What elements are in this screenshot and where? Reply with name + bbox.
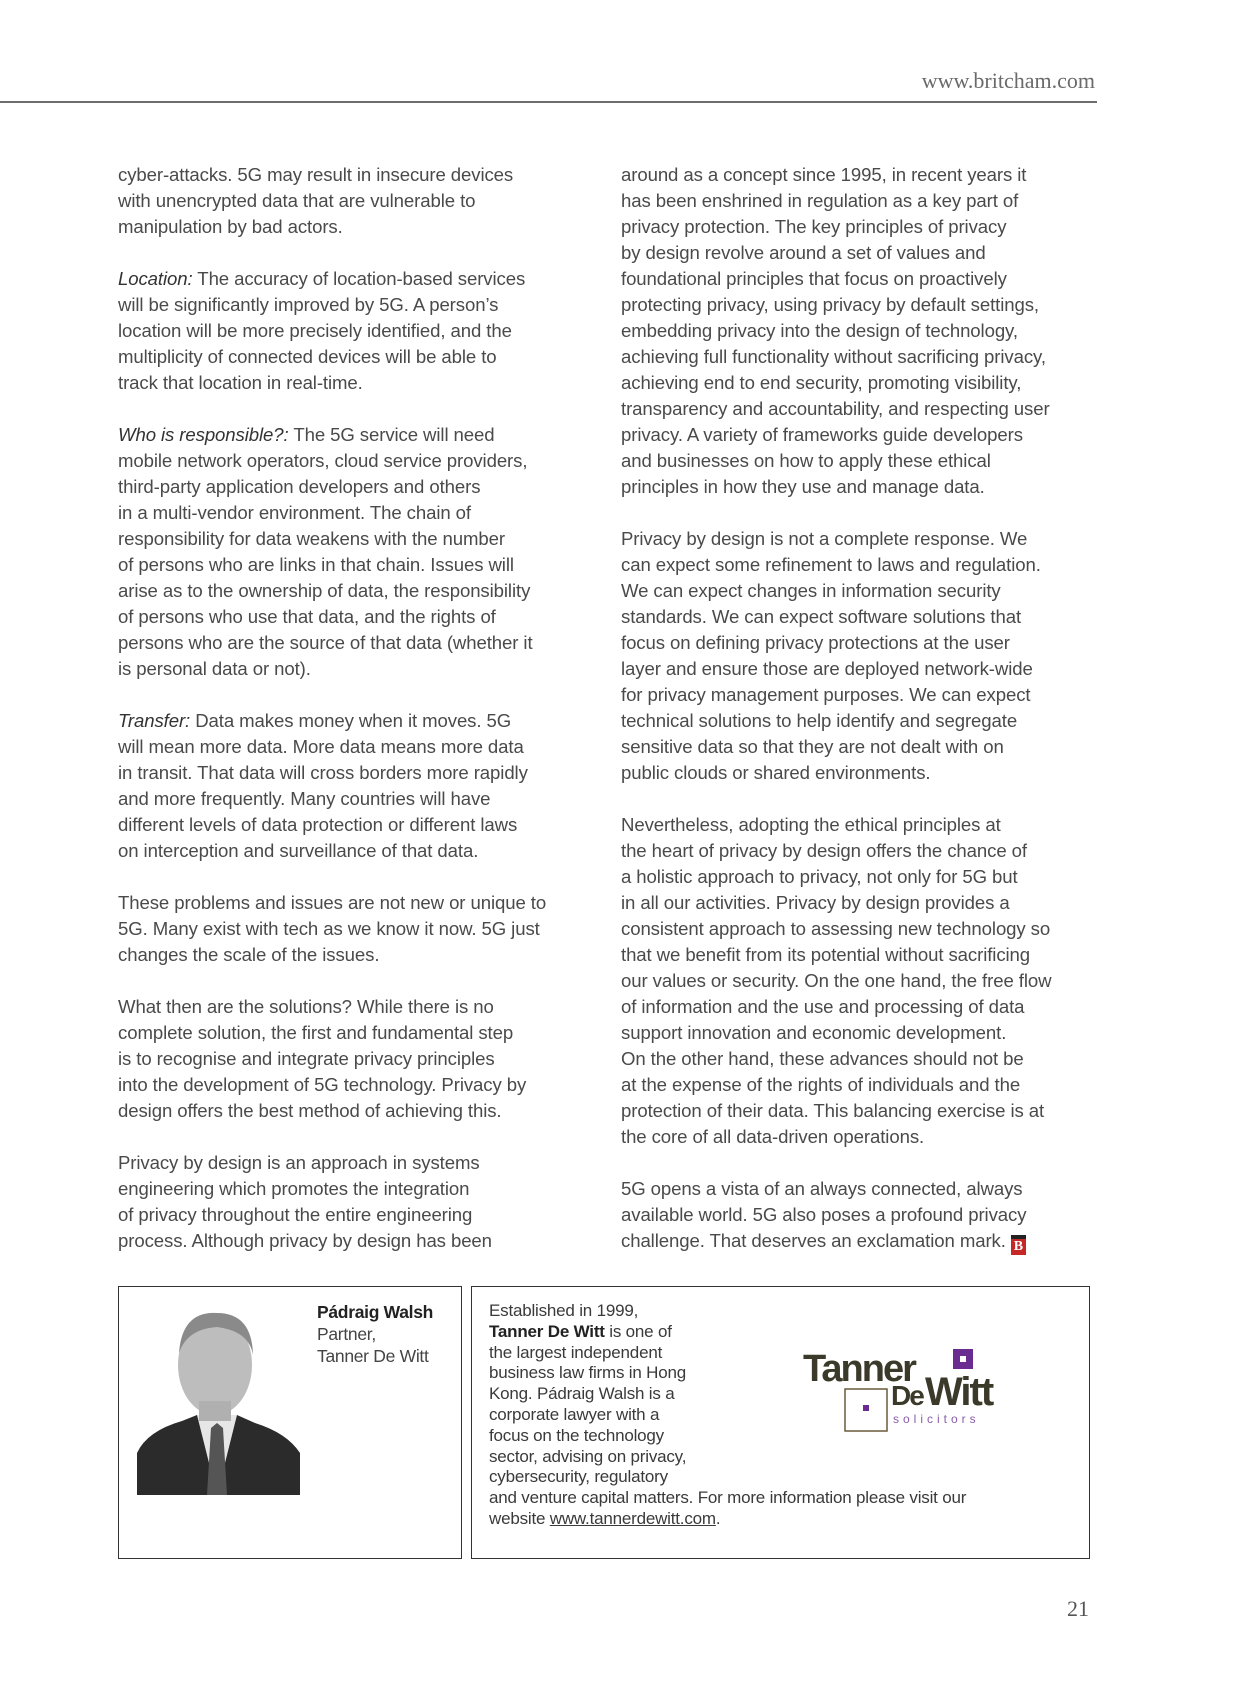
- text-line: [118, 786, 598, 812]
- paragraph-lead: Transfer:: [118, 710, 191, 731]
- paragraph: [621, 162, 1101, 500]
- text-line: [621, 266, 1101, 292]
- text-line: [118, 188, 598, 214]
- text-line: [118, 838, 598, 864]
- text-line: [118, 994, 598, 1020]
- text: has been enshrined in regulation as a key part of: [621, 190, 1019, 211]
- text: is personal data or not).: [118, 658, 311, 679]
- text-line: [118, 1020, 598, 1046]
- text: and more frequently. Many countries will have: [118, 788, 491, 809]
- text: will mean more data. More data means more data: [118, 736, 524, 757]
- bio-line: business law firms in Hong: [489, 1363, 686, 1383]
- text-line: [621, 1046, 1101, 1072]
- text: What then are the solutions? While there is no: [118, 996, 494, 1017]
- bio-line: Kong. Pádraig Walsh is a: [489, 1384, 675, 1404]
- text: responsibility for data weakens with the number: [118, 528, 506, 549]
- text-line: [118, 266, 598, 292]
- text: different levels of data protection or different laws: [118, 814, 518, 835]
- bio-line: the largest independent: [489, 1342, 663, 1362]
- text-line: [118, 734, 598, 760]
- text: will be significantly improved by 5G. A person’s: [118, 294, 499, 315]
- text: foundational principles that focus on proactively: [621, 268, 1007, 289]
- text-line: [118, 422, 598, 448]
- text-line: [621, 760, 1101, 786]
- author-company: Tanner De Witt: [317, 1346, 429, 1366]
- text: of privacy throughout the entire engineering: [118, 1204, 473, 1225]
- text-line: [621, 916, 1101, 942]
- text: that we benefit from its potential without sacrificing: [621, 944, 1031, 965]
- author-photo: [137, 1303, 300, 1495]
- text: arise as to the ownership of data, the responsibility: [118, 580, 531, 601]
- text-line: [118, 318, 598, 344]
- text-line: [621, 734, 1101, 760]
- text: in all our activities. Privacy by design provides a: [621, 892, 1010, 913]
- text: mobile network operators, cloud service providers,: [118, 450, 528, 471]
- text: in a multi-vendor environment. The chain of: [118, 502, 471, 523]
- text: consistent approach to assessing new technology so: [621, 918, 1051, 939]
- text-line: [118, 890, 598, 916]
- text: 5G. Many exist with tech as we know it now. 5G just: [118, 918, 540, 939]
- text: complete solution, the first and fundamental step: [118, 1022, 514, 1043]
- text-line: [118, 1202, 598, 1228]
- text-line: [621, 604, 1101, 630]
- text: of persons who are links in that chain. Issues will: [118, 554, 514, 575]
- text-line: [118, 1046, 598, 1072]
- bio-line: cybersecurity, regulatory: [489, 1467, 668, 1487]
- text-line: [621, 1202, 1101, 1228]
- paragraph-lead: Location:: [118, 268, 193, 289]
- text-line: [621, 188, 1101, 214]
- page-number: 21: [1067, 1596, 1089, 1621]
- paragraph: [118, 422, 598, 682]
- text: sensitive data so that they are not dealt with on: [621, 736, 1004, 757]
- text-line: [621, 240, 1101, 266]
- header-url: www.britcham.com: [921, 68, 1095, 93]
- bio-line: and venture capital matters. For more information please visit our: [489, 1488, 967, 1508]
- text-line: [621, 1176, 1101, 1202]
- text-line: [118, 812, 598, 838]
- text-line: [118, 344, 598, 370]
- left-column: [118, 162, 598, 1280]
- text-line: [621, 1098, 1101, 1124]
- text: is to recognise and integrate privacy principles: [118, 1048, 495, 1069]
- text: protection of their data. This balancing exercise is at: [621, 1100, 1045, 1121]
- text-line: [118, 162, 598, 188]
- text: process. Although privacy by design has been: [118, 1230, 492, 1251]
- text: The accuracy of location-based services: [192, 268, 526, 289]
- britcham-end-mark-icon: B: [1011, 1235, 1026, 1255]
- text: track that location in real-time.: [118, 372, 363, 393]
- text: cyber-attacks. 5G may result in insecure devices: [118, 164, 514, 185]
- text-line: [621, 812, 1101, 838]
- text-line: [118, 630, 598, 656]
- text-line: [621, 708, 1101, 734]
- text: design offers the best method of achieving this.: [118, 1100, 502, 1121]
- text: protecting privacy, using privacy by default settings,: [621, 294, 1039, 315]
- paragraph-lead: Who is responsible?:: [118, 424, 289, 445]
- text: transparency and accountability, and respecting user: [621, 398, 1050, 419]
- text: standards. We can expect software solutions that: [621, 606, 1022, 627]
- text-line: [621, 552, 1101, 578]
- text: in transit. That data will cross borders more rapidly: [118, 762, 528, 783]
- bio-line: Established in 1999,: [489, 1301, 639, 1320]
- text-line: [621, 682, 1101, 708]
- text-line: [118, 552, 598, 578]
- bio-line: corporate lawyer with a: [489, 1404, 660, 1424]
- text: engineering which promotes the integration: [118, 1178, 470, 1199]
- text: at the expense of the rights of individuals and the: [621, 1074, 1021, 1095]
- text: privacy protection. The key principles of privacy: [621, 216, 1007, 237]
- text: manipulation by bad actors.: [118, 216, 343, 237]
- text: On the other hand, these advances should not be: [621, 1048, 1024, 1069]
- text-line: [621, 448, 1101, 474]
- text: embedding privacy into the design of technology,: [621, 320, 1018, 341]
- paragraph: [621, 526, 1101, 786]
- text-line: [621, 396, 1101, 422]
- text-line: [621, 162, 1101, 188]
- paragraph: [118, 266, 598, 396]
- author-name: Pádraig Walsh: [317, 1302, 434, 1322]
- text-line: [621, 526, 1101, 552]
- text: of persons who use that data, and the rights of: [118, 606, 496, 627]
- website-link[interactable]: www.tannerdewitt.com: [549, 1508, 716, 1528]
- firm-name: Tanner De Witt: [489, 1321, 605, 1341]
- text-line: [621, 1228, 1101, 1255]
- text: Nevertheless, adopting the ethical principles at: [621, 814, 1001, 835]
- text-line: [621, 214, 1101, 240]
- text: multiplicity of connected devices will be able to: [118, 346, 497, 367]
- text-line: [621, 1124, 1101, 1150]
- text-line: [118, 370, 598, 396]
- text: technical solutions to help identify and segregate: [621, 710, 1018, 731]
- paragraph: [118, 162, 598, 240]
- text: These problems and issues are not new or unique to: [118, 892, 547, 913]
- text: achieving full functionality without sacrificing privacy,: [621, 346, 1046, 367]
- bio-text: .: [715, 1508, 721, 1528]
- text: our values or security. On the one hand, the free flow: [621, 970, 1052, 991]
- text: third-party application developers and others: [118, 476, 481, 497]
- text-line: [118, 1228, 598, 1254]
- text-line: [118, 500, 598, 526]
- text-line: [621, 994, 1101, 1020]
- bio-line: [489, 1509, 966, 1530]
- author-info: [317, 1301, 433, 1367]
- text-line: [118, 474, 598, 500]
- text-line: [621, 318, 1101, 344]
- text-line: [118, 916, 598, 942]
- text-line: [118, 1098, 598, 1124]
- bio-line: focus on the technology: [489, 1425, 664, 1445]
- author-box: [118, 1286, 462, 1559]
- header-rule: [0, 101, 1097, 103]
- text-line: [621, 370, 1101, 396]
- text-line: [621, 942, 1101, 968]
- text: available world. 5G also poses a profound privacy: [621, 1204, 1027, 1225]
- text-line: [621, 890, 1101, 916]
- text-line: [621, 578, 1101, 604]
- svg-text:De: De: [891, 1380, 923, 1411]
- text-line: [621, 656, 1101, 682]
- text: We can expect changes in information security: [621, 580, 1001, 601]
- text: public clouds or shared environments.: [621, 762, 931, 783]
- text: the core of all data-driven operations.: [621, 1126, 925, 1147]
- text: principles in how they use and manage data.: [621, 476, 985, 497]
- svg-text:solicitors: solicitors: [893, 1412, 980, 1426]
- text: the heart of privacy by design offers the chance of: [621, 840, 1027, 861]
- text: challenge. That deserves an exclamation mark.: [621, 1230, 1006, 1251]
- paragraph: [118, 994, 598, 1124]
- text-line: [118, 578, 598, 604]
- text: Data makes money when it moves. 5G: [190, 710, 512, 731]
- text: The 5G service will need: [288, 424, 495, 445]
- text: Privacy by design is not a complete response. We: [621, 528, 1028, 549]
- text-line: [621, 1020, 1101, 1046]
- paragraph: [621, 812, 1101, 1150]
- text-line: [621, 344, 1101, 370]
- text-line: [118, 708, 598, 734]
- text: layer and ensure those are deployed network-wide: [621, 658, 1033, 679]
- text: of information and the use and processing of data: [621, 996, 1025, 1017]
- text-line: [118, 1176, 598, 1202]
- text: focus on defining privacy protections at the user: [621, 632, 1010, 653]
- text-line: [118, 292, 598, 318]
- right-column: [621, 162, 1101, 1281]
- text: location will be more precisely identified, and the: [118, 320, 512, 341]
- author-role: Partner,: [317, 1324, 376, 1344]
- text: Privacy by design is an approach in systems: [118, 1152, 480, 1173]
- firm-bio-box: [471, 1286, 1090, 1559]
- text-line: [621, 864, 1101, 890]
- paragraph: [118, 890, 598, 968]
- text-line: [118, 1072, 598, 1098]
- bio-text: website: [489, 1508, 550, 1528]
- text: changes the scale of the issues.: [118, 944, 380, 965]
- text: 5G opens a vista of an always connected, always: [621, 1178, 1023, 1199]
- text-line: [621, 1072, 1101, 1098]
- text-line: [621, 422, 1101, 448]
- text-line: [621, 968, 1101, 994]
- text: around as a concept since 1995, in recent years it: [621, 164, 1027, 185]
- text: by design revolve around a set of values and: [621, 242, 986, 263]
- paragraph: [118, 708, 598, 864]
- text: can expect some refinement to laws and regulation.: [621, 554, 1041, 575]
- text: achieving end to end security, promoting visibility,: [621, 372, 1022, 393]
- text-line: [621, 292, 1101, 318]
- svg-text:Witt: Witt: [925, 1370, 993, 1414]
- text-line: [118, 942, 598, 968]
- text-line: [118, 656, 598, 682]
- text-line: [621, 630, 1101, 656]
- tanner-de-witt-logo: [803, 1347, 1013, 1433]
- text: a holistic approach to privacy, not only for 5G but: [621, 866, 1018, 887]
- text-line: [621, 474, 1101, 500]
- bio-line: sector, advising on privacy,: [489, 1446, 687, 1466]
- text: support innovation and economic development.: [621, 1022, 1007, 1043]
- text-line: [118, 214, 598, 240]
- text-line: [118, 526, 598, 552]
- paragraph: [621, 1176, 1101, 1255]
- text: with unencrypted data that are vulnerable to: [118, 190, 476, 211]
- paragraph: [118, 1150, 598, 1254]
- text: for privacy management purposes. We can expect: [621, 684, 1031, 705]
- text-line: [118, 604, 598, 630]
- text: privacy. A variety of frameworks guide developers: [621, 424, 1023, 445]
- text-line: [621, 838, 1101, 864]
- text-line: [118, 1150, 598, 1176]
- text: and businesses on how to apply these ethical: [621, 450, 991, 471]
- text: persons who are the source of that data (whether it: [118, 632, 533, 653]
- text-line: [118, 448, 598, 474]
- bio-text: is one of: [604, 1321, 672, 1341]
- svg-text:Tanner: Tanner: [803, 1348, 915, 1390]
- text: into the development of 5G technology. Privacy by: [118, 1074, 527, 1095]
- text-line: [118, 760, 598, 786]
- bio-line: [489, 1322, 966, 1343]
- text: on interception and surveillance of that data.: [118, 840, 479, 861]
